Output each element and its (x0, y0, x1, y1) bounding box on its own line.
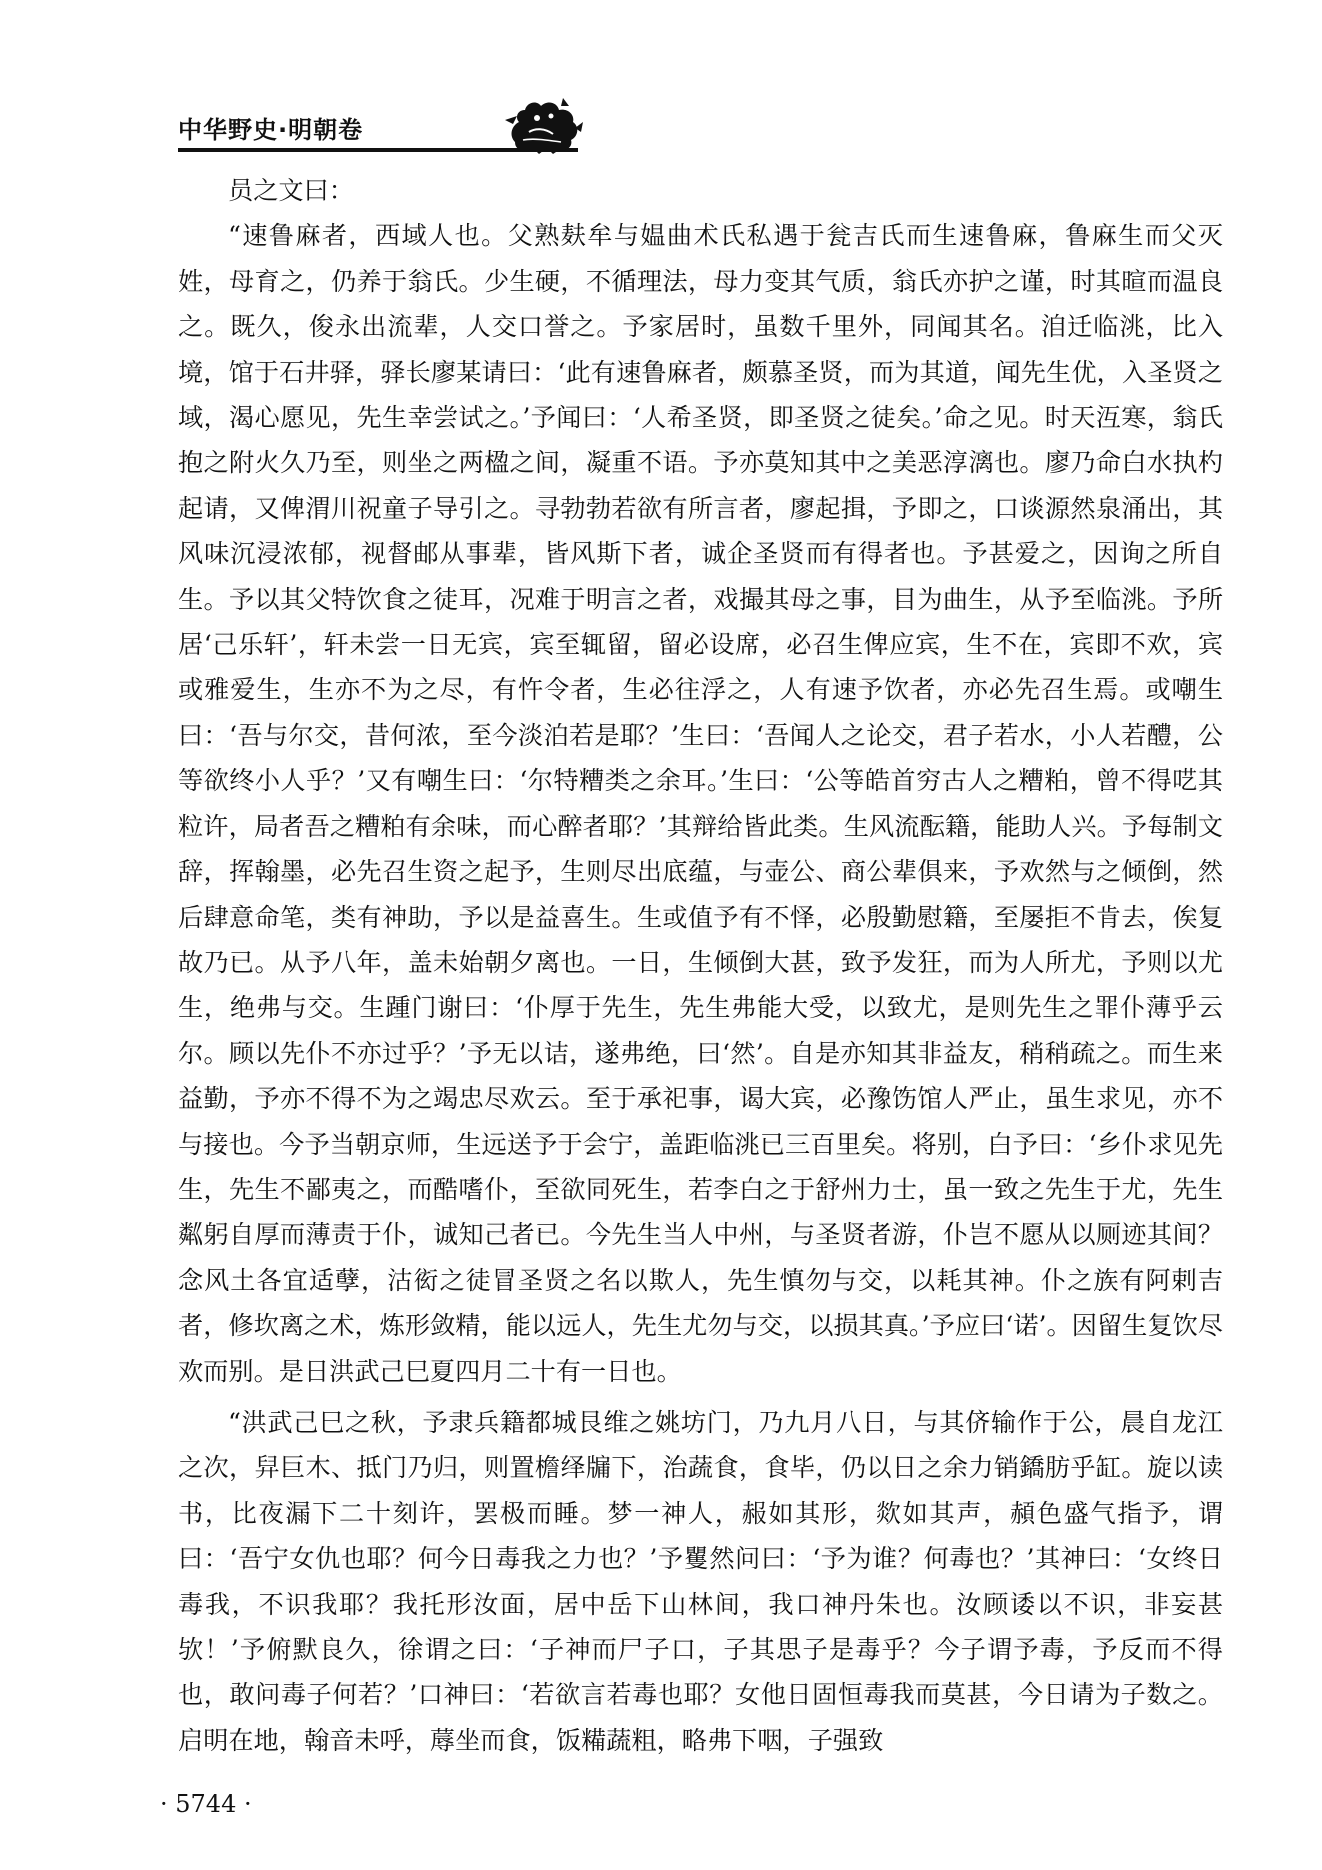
page-number: · 5744 · (160, 1790, 252, 1818)
opening-line: 员之文曰： (228, 176, 354, 205)
article-body (178, 168, 1223, 1763)
dragon-ornament-icon (503, 92, 583, 156)
header-title: 中华野史·明朝卷 (178, 116, 364, 144)
paragraph: “速鲁麻者，西域人也。父熟麸牟与媪曲术氏私遇于瓮吉氏而生速鲁麻，鲁麻生而父灭姓，母育之，仍养于翁氏。少生硬，不循理法，母力变其气质，翁氏亦护之谨，时其暄而温良之。既久，俊永出流辈，人交口誉之。予家居时，虽数千里外，同闻其名。洎迁临洮，比入境，馆于石井驿，驿长廖某请曰：‘此有速鲁麻者，颇慕圣贤，而为其道，闻先生优，入圣贤之域，渴心愿见，先生幸尝试之。’予闻曰：‘人希圣贤，即圣贤之徒矣。’命之见。时天沍寒，翁氏抱之附火久乃至，则坐之两楹之间，凝重不语。予亦莫知其中之美恶淳漓也。廖乃命白水执杓起请，又俾渭川祝童子导引之。寻勃勃若欲有所言者，廖起揖，予即之，口谈源然泉涌出，其风味沉浸浓郁，视督邮从事辈，皆风斯下者，诚企圣贤而有得者也。予甚爱之，因询之所自生。予以其父特饮食之徒耳，况难于明言之者，戏撮其母之事，目为曲生，从予至临洮。予所居‘己乐轩’，轩未尝一日无宾，宾至辄留，留必设席，必召生俾应宾，生不在，宾即不欢，宾或雅爱生，生亦不为之尽，有忤令者，生必往浮之，人有速予饮者，亦必先召生焉。或嘲生曰：‘吾与尔交，昔何浓，至今淡泊若是耶？’生曰：‘吾闻人之论交，君子若水，小人若醴，公等欲终小人乎？’又有嘲生曰：‘尔特糟类之余耳。’生曰：‘公等皓首穷古人之糟粕，曾不得呓其粒许，局者吾之糟粕有余味，而心醉者耶？’其辩给皆此类。生风流酝籍，能助人兴。予每制文辞，挥翰墨，必先召生资之起予，生则尽出底蕴，与壶公、商公辈俱来，予欢然与之倾倒，然后肆意命笔，类有神助，予以是益喜生。生或值予有不怿，必殷勤慰籍，至屡拒不肯去，俟复故乃已。从予八年，盖未始朝夕离也。一日，生倾倒大甚，致予发狂，而为人所尤，予则以尤生，绝弗与交。生踵门谢曰：‘仆厚于先生，先生弗能大受，以致尤，是则先生之罪仆薄乎云尔。顾以先仆不亦过乎？’予无以诘，遂弗绝，曰‘然’。自是亦知其非益友，稍稍疏之。而生来益勤，予亦不得不为之竭忠尽欢云。至于承祀事，谒大宾，必豫饬馆人严止，虽生求见，亦不与接也。今予当朝京师，生远送予于会宁，盖距临洮已三百里矣。将别，白予曰：‘乡仆求见先生，先生不鄙夷之，而酷嗜仆，至欲同死生，若李白之于舒州力士，虽一致之先生于尤，先生粼躬自厚而薄责于仆，诚知己者已。今先生当人中州，与圣贤者游，仆岂不愿从以厕迹其间？念风土各宜适孽，沽衒之徒冒圣贤之名以欺人，先生慎勿与交，以耗其神。仆之族有阿剌吉者，修坎离之术，炼形敛精，能以远人，先生尤勿与交，以损其真。’予应曰‘诺’。因留生复饮尽欢而别。是日洪武己巳夏四月二十有一日也。 (178, 221, 1223, 1386)
paragraph: “洪武己巳之秋，予隶兵籍都城艮维之姚坊门，乃九月八日，与其侪输作于公，晨自龙江之次，舁巨木、抵门乃归，则置檐绎牖下，治蔬食，食毕，仍以日之余力销鐈肪乎缸。旋以读书，比夜漏下二十刻许，罢极而睡。梦一神人，赧如其形，欻如其声，頳色盛气指予，谓曰：‘吾宁女仇也耶？何今日毒我之力也？’予矍然问曰：‘予为谁？何毒也？’其神曰：‘女终日毒我，不识我耶？我托形汝面，居中岳下山林间，我口神丹朱也。汝顾诿以不识，非妄甚欤！’予俯默良久，徐谓之曰：‘子神而尸子口，子其思子是毒乎？今子谓予毒，予反而不得也，敢问毒子何若？’口神曰：‘若欲言若毒也耶？女他日固恒毒我而莫甚，今日请为子数之。启明在地，翰音未呼，蓐坐而食，饭糒蔬粗，略弗下咽，子强致 (178, 1407, 1223, 1755)
